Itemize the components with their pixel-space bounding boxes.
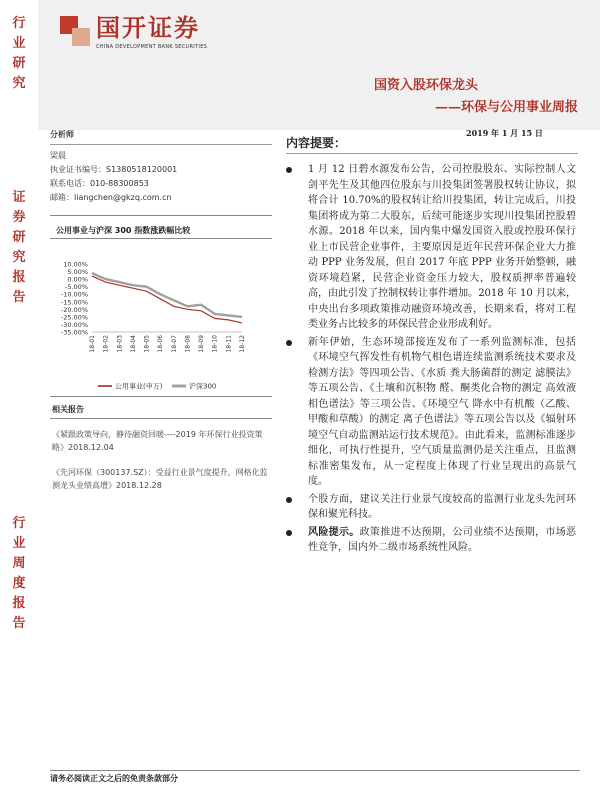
x-tick-label: 18-02 (102, 335, 110, 353)
y-tick-label: -30.00% (60, 320, 88, 329)
left-category-strip (0, 0, 38, 800)
category-industry-research (0, 14, 38, 94)
strip-char: 行 (12, 16, 26, 31)
y-tick-label: -15.00% (60, 298, 88, 307)
analyst-label: 分析师 (50, 130, 74, 139)
analyst-email: 邮箱：liangchen@gkzq.com.cn (50, 193, 172, 202)
strip-char: 研 (12, 230, 26, 245)
company-logo (60, 14, 207, 50)
divider (50, 396, 272, 397)
report-title: 国资入股环保龙头 (373, 78, 478, 93)
legend-label: 公用事业(申万) (115, 382, 163, 391)
y-tick-label: -35.00% (60, 328, 88, 337)
related-report-item[interactable]: 《紧跟政策导向，静待融资回暖----2019 年环保行业投资策略》2018.12.04 (52, 430, 263, 452)
summary-bullets (286, 162, 576, 558)
logo-mark-icon (60, 16, 90, 46)
summary-bullet: 新年伊始，生态环境部接连发布了一系列监测标准，包括《环境空气挥发性有机物气相色谱连续监测系统技术要求及检测方法》等四项公告、《水质 粪大肠菌群的测定 滤膜法》等五项公告、《土壤和沉积物 醛、酮类化合物的测定 高效液相色谱法》等三项公告、《环境空气 降水中有机酸（乙酸、甲酸和草酸）的测定 离子色谱法》等五项公告以及《辐射环境空气自动监测站运行技术规范》。由此看来，监测标准逐步细化，可执行性提升，空气质量监测仍是关注重点，且监测标准密集发布，从一定程度上体现了行业呈现出的高景气度。 (286, 335, 576, 490)
category-weekly-report (0, 514, 38, 634)
bullet-dot-icon (286, 530, 292, 536)
x-tick-label: 18-03 (116, 335, 124, 353)
strip-char: 告 (12, 290, 26, 305)
x-tick-label: 18-07 (170, 335, 178, 353)
report-subtitle: ——环保与公用事业周报 (434, 100, 578, 115)
analyst-phone: 联系电话：010-88300853 (50, 179, 149, 188)
related-report-item[interactable]: 《先河环保（300137.SZ）：受益行业景气度提升，网格化监测龙头业绩高增》2018.12.28 (52, 468, 268, 490)
y-tick-label: 5.00% (67, 268, 88, 277)
x-tick-label: 18-12 (239, 335, 246, 353)
summary-title: 内容提要： (286, 136, 347, 150)
strip-char: 究 (12, 76, 26, 91)
strip-char: 周 (12, 556, 26, 571)
summary-bullet: 风险提示。政策推进不达预期，公司业绩不达预期，市场恶性竞争，国内外二级市场系统性风险。 (286, 525, 576, 556)
divider (50, 418, 272, 419)
x-tick-label: 18-01 (89, 335, 96, 353)
strip-char: 证 (12, 190, 26, 205)
divider (50, 238, 272, 239)
report-date: 2019 年 1 月 15 日 (466, 128, 543, 138)
y-tick-label: 10.00% (63, 260, 88, 269)
analyst-info (50, 128, 272, 205)
bullet-dot-icon (286, 167, 292, 173)
strip-char: 报 (12, 270, 26, 285)
divider (50, 770, 580, 771)
summary-bullet: 1 月 12 日碧水源发布公告，公司控股股东、实际控制人文剑平先生及其他四位股东与川投集团签署股权转让协议，拟将合计 10.70%的股权转让给川投集团，转让完成后，川投集团将成为第二大股东，后续可能逐步实现川投集团控股碧水源。2018 年以来，国内集中爆发国资入股或控股环保行业上市民营企业事件，主要原因是近年民营环保企业大力推动 PPP 业务发展，但自 2017 年底 PPP 业务开始整顿，融资环境趋紧，民营企业资金压力较大，股权质押率普遍较高，由此引发了控制权转让事件增加。2018 年 10 月以来，中央出台多项政策推动融资环境改善，长期来看，将对工程类业务占比较多的环保民营企业形成利好。 (286, 162, 576, 333)
divider (50, 215, 272, 216)
strip-char: 告 (12, 616, 26, 631)
x-tick-label: 18-10 (211, 335, 219, 353)
y-tick-label: -25.00% (60, 313, 88, 322)
strip-char: 究 (12, 250, 26, 265)
y-tick-label: -20.00% (60, 305, 88, 314)
logo-english-name: CHINA DEVELOPMENT BANK SECURITIES (96, 44, 208, 50)
x-tick-label: 18-06 (157, 335, 165, 353)
x-tick-label: 18-04 (129, 335, 137, 353)
y-tick-label: 0.00% (67, 275, 88, 284)
category-securities-report (0, 188, 38, 308)
x-tick-label: 18-05 (143, 335, 151, 353)
y-tick-label: -5.00% (65, 283, 88, 292)
chart-title: 公用事业与沪深 300 指数涨跌幅比较 (56, 226, 191, 235)
related-reports-title: 相关报告 (52, 405, 84, 414)
bullet-dot-icon (286, 497, 292, 503)
analyst-name: 梁晨 (50, 151, 66, 160)
strip-char: 行 (12, 516, 26, 531)
index-comparison-chart (50, 256, 272, 396)
strip-char: 业 (12, 536, 26, 551)
report-header (38, 0, 600, 130)
series-line (92, 276, 242, 323)
strip-char: 业 (12, 36, 26, 51)
strip-char: 研 (12, 56, 26, 71)
summary-bullet: 个股方面，建议关注行业景气度较高的监测行业龙头先河环保和聚光科技。 (286, 492, 576, 523)
y-tick-label: -10.00% (60, 290, 88, 299)
strip-char: 券 (12, 210, 26, 225)
series-line (92, 273, 242, 317)
divider (286, 153, 578, 154)
strip-char: 度 (12, 576, 26, 591)
disclaimer-footer: 请务必阅读正文之后的免责条款部分 (50, 774, 178, 783)
x-tick-label: 18-09 (198, 335, 206, 353)
bullet-dot-icon (286, 340, 292, 346)
x-tick-label: 18-11 (225, 335, 233, 353)
x-tick-label: 18-08 (184, 335, 192, 353)
strip-char: 报 (12, 596, 26, 611)
analyst-cert: 执业证书编号：S1380518120001 (50, 165, 178, 174)
legend-label: 沪深300 (189, 382, 217, 391)
logo-chinese-name: 国开证券 (96, 14, 200, 42)
